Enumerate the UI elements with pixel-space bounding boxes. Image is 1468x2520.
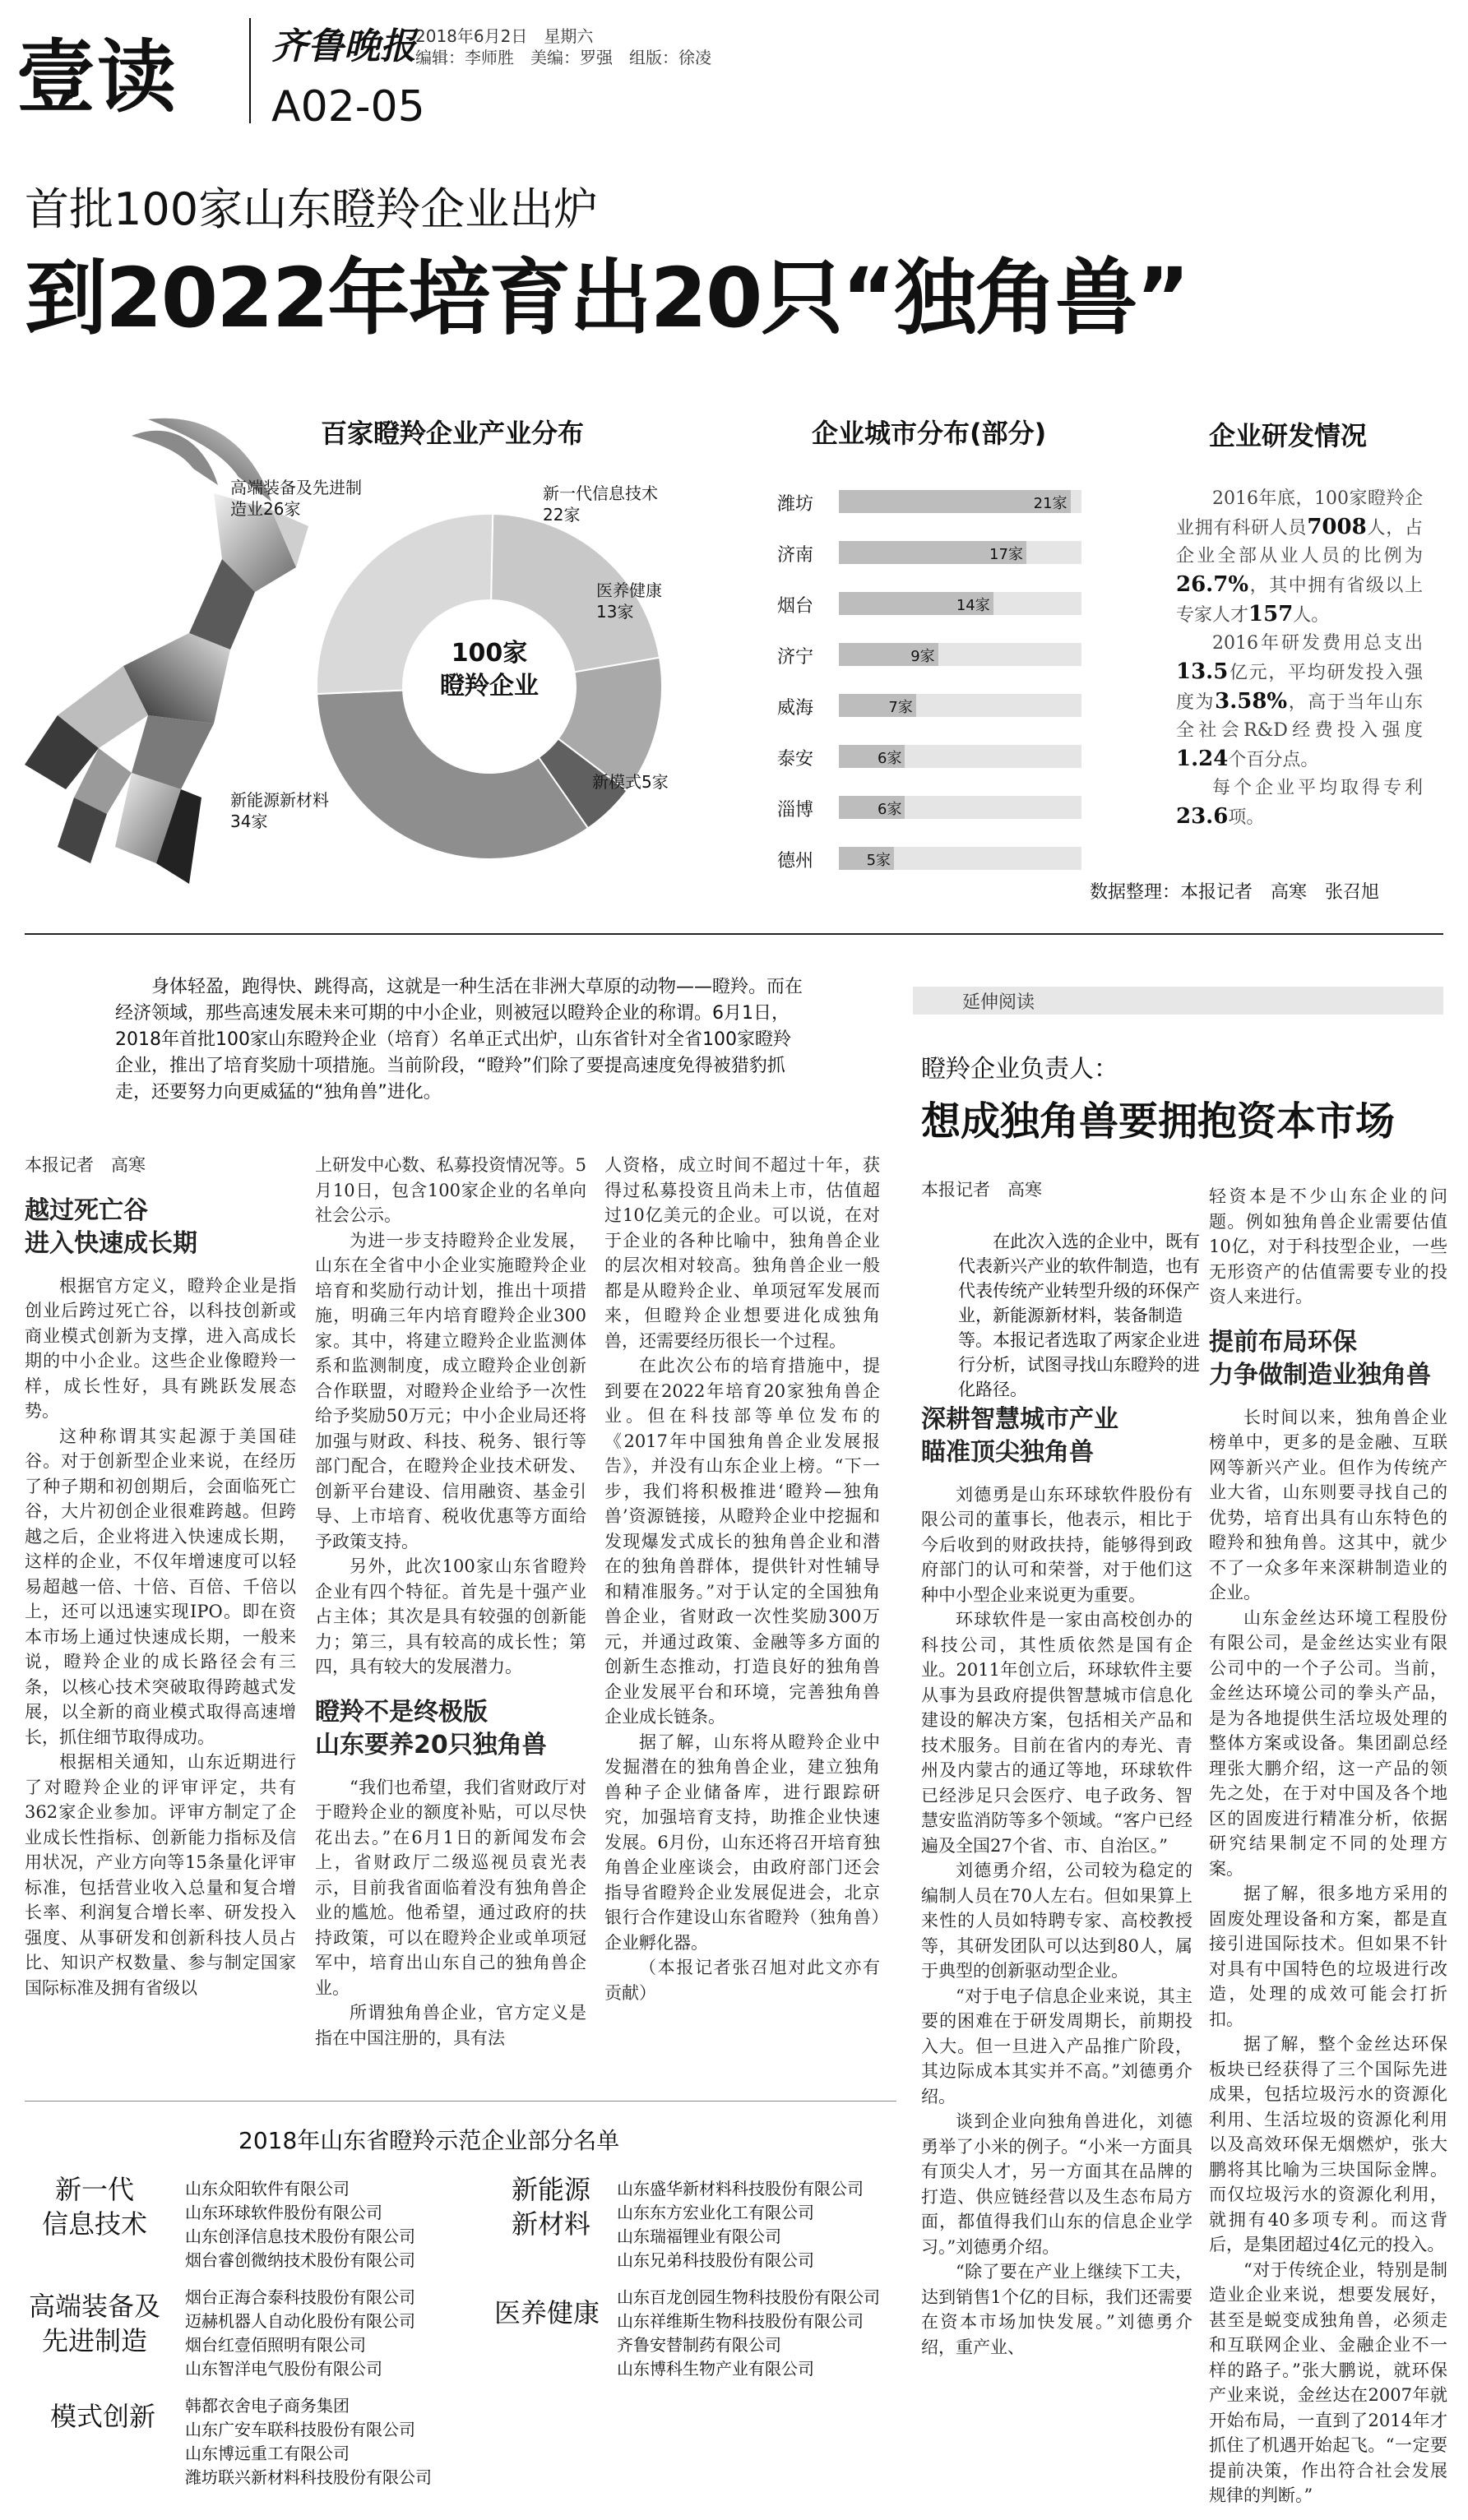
headline-kicker: 首批100家山东瞪羚企业出炉 bbox=[25, 183, 599, 235]
bar-value-label: 9家 bbox=[910, 648, 935, 665]
subheading: 越过死亡谷 进入快速成长期 bbox=[25, 1195, 197, 1258]
bar bbox=[839, 847, 894, 870]
table-company-list bbox=[617, 2286, 880, 2381]
bar-row bbox=[777, 638, 1106, 671]
paragraph: 根据相关通知，山东近期进行了对瞪羚企业的评审评定，共有362家企业参加。评审方制定了企业成长性指标、创新能力指标及信用状况，产业方向等15条量化评审标准，包括营业收入总量和复合增长率、利润复合增长率、研发投入强度、从事研发和创新科技人员占比、知识产权数量、参与制定国家国际标准及拥有省级以 bbox=[25, 1752, 296, 1998]
bar-track bbox=[839, 694, 1081, 717]
donut-slice bbox=[317, 690, 588, 859]
bar-row bbox=[777, 791, 1106, 824]
bar-value-label: 17家 bbox=[989, 546, 1023, 563]
bar-category-label: 济南 bbox=[777, 545, 814, 566]
company-item: 烟台红壹佰照明有限公司 bbox=[185, 2335, 366, 2355]
donut-center-label bbox=[436, 637, 543, 703]
paragraph: 在此次公布的培育措施中，提到要在2022年培育20家独角兽企业。但在科技部等单位发布的《2017年中国独角兽企业发展报告》，并没有山东企业上榜。“下一步，我们将积极推进‘瞪羚—独角兽’资源链接，从瞪羚企业中挖掘和发现爆发式成长的独角兽企业和潜在的独角兽群体，提供针对性辅导和精准服务。”对于认定的全国独角兽企业，省财政一次性奖励300万元，并通过政策、金融等多方面的创新生态推动，打造良好的独角兽企业发展平台和环境，完善独角兽企业成长链条。 bbox=[604, 1356, 880, 1727]
bar-row bbox=[777, 689, 1106, 722]
paragraph: 环球软件是一家由高校创办的科技公司，其性质依然是国有企业。2011年创立后，环球软件主要从事为县政府提供智慧城市信息化建设的解决方案，包括相关产品和技术服务。目前在省内的寿光、青州及内蒙古的通辽等地，环球软件已经涉足只会医疗、电子政务、智慧安监消防等多个领域。“客户已经遍及全国27个省、市、自治区。” bbox=[921, 1610, 1192, 1856]
tag-label: 延伸阅读 bbox=[962, 992, 1035, 1013]
company-item: 山东智洋电气股份有限公司 bbox=[185, 2359, 382, 2379]
paragraph: 长时间以来，独角兽企业榜单中，更多的是金融、互联网等新兴产业。但作为传统产业大省，山东则要寻找自己的优势，培育出具有山东特色的瞪羚和独角兽。这其中，就少不了一众多年来深耕制造业的企业。 bbox=[1209, 1407, 1447, 1602]
subheading: 深耕智慧城市产业 瞄准顶尖独角兽 bbox=[921, 1404, 1118, 1467]
article-column-3 bbox=[604, 1153, 880, 2005]
bar-track bbox=[839, 796, 1081, 819]
bar-category-label: 泰安 bbox=[777, 749, 814, 770]
section-logo: 壹读 bbox=[16, 30, 178, 123]
bar bbox=[839, 643, 938, 666]
bar-value-label: 7家 bbox=[888, 699, 913, 716]
bar-track bbox=[839, 847, 1081, 870]
bar-category-label: 威海 bbox=[777, 698, 814, 719]
rd-text bbox=[1176, 485, 1423, 832]
page-number: A02-05 bbox=[271, 82, 425, 132]
paragraph: “对于电子信息企业来说，其主要的困难在于研发周期长，前期投入大。但一旦进入产品推广阶段，其边际成本其实并不高。”刘德勇介绍。 bbox=[921, 1986, 1192, 2106]
bar-track bbox=[839, 643, 1081, 666]
data-credit: 数据整理：本报记者 高寒 张召旭 bbox=[1090, 882, 1380, 903]
company-item: 山东博远重工有限公司 bbox=[185, 2444, 350, 2463]
paragraph: “我们也希望，我们省财政厅对于瞪羚企业的额度补贴，可以尽快花出去。”在6月1日的新闻发布会上，省财政厅二级巡视员袁光表示，目前我省面临着没有独角兽企业的尴尬。他希望，通过政府的扶持政策，可以在瞪羚企业或单项冠军中，培育出山东自己的独角兽企业。 bbox=[315, 1777, 586, 1998]
company-item: 山东众阳软件有限公司 bbox=[185, 2179, 350, 2199]
donut-center-line: 瞪羚企业 bbox=[440, 672, 539, 701]
company-item: 齐鲁安替制药有限公司 bbox=[617, 2335, 781, 2355]
paragraph: 根据官方定义，瞪羚企业是指创业后跨过死亡谷，以科技创新或商业模式创新为支撑，进入高成长期的中小企业。这些企业像瞪羚一样，成长性好，具有跳跃发展态势。 bbox=[25, 1275, 296, 1421]
rd-title: 企业研发情况 bbox=[1209, 420, 1368, 451]
reporter-byline: 本报记者 高寒 bbox=[25, 1155, 146, 1175]
paragraph: 另外，此次100家山东省瞪羚企业有四个特征。首先是十强产业占主体；其次是具有较强的创新能力；第三，具有较高的成长性；第四，具有较大的发展潜力。 bbox=[315, 1556, 586, 1676]
bar-row bbox=[777, 485, 1106, 518]
side-kicker: 瞪羚企业负责人： bbox=[921, 1055, 1118, 1084]
company-item: 山东瑞福锂业有限公司 bbox=[617, 2226, 781, 2246]
bar bbox=[839, 541, 1026, 564]
paragraph: 为进一步支持瞪羚企业发展，山东在全省中小企业实施瞪羚企业培育和奖励行动计划，推出十项措施，明确三年内培育瞪羚企业300家。其中，将建立瞪羚企业监测体系和监测制度，成立瞪羚企业创新合作联盟，对瞪羚企业给予一次性给予奖励50万元；中小企业局还将加强与财政、科技、税务、银行等部门配合，在瞪羚企业技术研发、创新平台建设、信用融资、基金引导、上市培育、税收优惠等方面给予政策支持。 bbox=[315, 1230, 586, 1551]
bar-row bbox=[777, 536, 1106, 569]
donut-label-health bbox=[596, 580, 662, 622]
paragraph: 刘德勇是山东环球软件股份有限公司的董事长，他表示，相比于今后收到的财政扶持，能够得到政府部门的认可和荣誉，对于他们这种中小型企业来说更为重要。 bbox=[921, 1484, 1192, 1605]
subheading: 瞪羚不是终极版 山东要养20只独角兽 bbox=[315, 1697, 547, 1759]
donut-label-line: 高端装备及先进制 bbox=[230, 478, 362, 497]
extended-reading-tag bbox=[913, 987, 1443, 1015]
company-item: 迈赫机器人自动化股份有限公司 bbox=[185, 2311, 415, 2331]
donut-label-line: 34家 bbox=[230, 811, 268, 831]
editor-credits: 编辑：李师胜 美编：罗强 组版：徐凌 bbox=[415, 48, 711, 67]
subheading: 提前布局环保 力争做制造业独角兽 bbox=[1209, 1327, 1431, 1389]
paragraph: “除了要在产业上继续下工夫，达到销售1个亿的目标，我们还需要在资本市场加快发展。”刘德勇介绍，重产业、 bbox=[921, 2262, 1192, 2357]
bar-track bbox=[839, 592, 1081, 615]
paragraph: 据了解，山东将从瞪羚企业中发掘潜在的独角兽企业，建立独角兽种子企业储备库，进行跟踪研究，加强培育支持，助推企业快速发展。6月份，山东还将召开培育独角兽企业座谈会，由政府部门还会指导省瞪羚企业发展促进会，北京银行合作建设山东省瞪羚（独角兽）企业孵化器。 bbox=[604, 1732, 880, 1953]
donut-label-newmode bbox=[592, 771, 669, 793]
paper-name: 齐鲁晚报 bbox=[271, 25, 416, 67]
donut-label-line: 新能源新材料 bbox=[230, 790, 329, 810]
donut-center-line: 100家 bbox=[451, 639, 528, 668]
article-column-1 bbox=[25, 1153, 296, 2000]
bar bbox=[839, 694, 916, 717]
rd-para-2: 2016年研发费用总支出13.5亿元，平均研发投入强度为3.58%，高于当年山东全社会R&D经费投入强度1.24个百分点。 bbox=[1176, 633, 1423, 771]
company-item: 潍坊联兴新材料科技股份有限公司 bbox=[185, 2467, 432, 2487]
side-column-2 bbox=[1209, 1184, 1447, 2508]
rd-para-3: 每个企业平均取得专利23.6项。 bbox=[1176, 778, 1423, 829]
bar-chart-title: 企业城市分布(部分) bbox=[812, 418, 1047, 449]
headline: 到2022年培育出20只“独角兽” bbox=[25, 250, 1188, 346]
donut-label-line: 13家 bbox=[596, 602, 634, 622]
bar-category-label: 潍坊 bbox=[777, 494, 814, 515]
company-item: 山东博科生物产业有限公司 bbox=[617, 2359, 814, 2379]
company-item: 韩都衣舍电子商务集团 bbox=[185, 2396, 350, 2416]
company-item: 山东东方宏业化工有限公司 bbox=[617, 2203, 814, 2222]
paragraph: 轻资本是不少山东企业的问题。例如独角兽企业需要估值10亿，对于科技型企业，一些无形资产的估值需要专业的投资人来进行。 bbox=[1209, 1186, 1447, 1306]
donut-label-equipment bbox=[230, 477, 362, 520]
bar-category-label: 济宁 bbox=[777, 647, 814, 668]
company-item: 山东祥维斯生物科技股份有限公司 bbox=[617, 2311, 864, 2331]
company-item: 山东环球软件股份有限公司 bbox=[185, 2203, 382, 2222]
company-item: 山东百龙创园生物科技股份有限公司 bbox=[617, 2287, 880, 2307]
donut-label-line: 新模式5家 bbox=[592, 772, 669, 792]
bar-value-label: 21家 bbox=[1033, 495, 1067, 512]
table-category: 新一代 信息技术 bbox=[41, 2174, 147, 2240]
company-item: 烟台正海合泰科技股份有限公司 bbox=[185, 2287, 415, 2307]
bar-category-label: 德州 bbox=[777, 851, 814, 872]
table-rule bbox=[25, 2101, 896, 2102]
company-item: 烟台睿创微纳技术股份有限公司 bbox=[185, 2250, 415, 2270]
section-rule bbox=[25, 933, 1443, 935]
table-company-list bbox=[185, 2394, 432, 2490]
paragraph: 据了解，整个金丝达环保板块已经获得了三个国际先进成果，包括垃圾污水的资源化利用、生活垃圾的资源化利用以及高效环保无烟燃炉，张大鹏将其比喻为三块国际金牌。而仅垃圾污水的资源化利用，就拥有40多项专利。而这背后，是集团超过4亿元的投入。 bbox=[1209, 2034, 1447, 2254]
table-company-list bbox=[185, 2286, 415, 2381]
paragraph: 刘德勇介绍，公司较为稳定的编制人员在70人左右。但如果算上来性的人员如特聘专家、高校教授等，其研发团队可以达到80人，属于典型的创新驱动型企业。 bbox=[921, 1861, 1192, 1981]
paragraph: 山东金丝达环境工程股份有限公司，是金丝达实业有限公司中的一个子公司。当前，金丝达环境公司的拳头产品，是为各地提供生活垃圾处理的整体方案或设备。集团副总经理张大鹏介绍，这一产品的领先之处，在于对中国及各个地区的固废进行精准分析，依据研究结果制定不同的处理方案。 bbox=[1209, 1607, 1447, 1879]
bar-value-label: 14家 bbox=[956, 597, 990, 614]
company-item: 山东广安车联科技股份有限公司 bbox=[185, 2420, 415, 2439]
rd-para-1: 2016年底，100家瞪羚企业拥有科研人员7008人，占企业全部从业人员的比例为26.7%，其中拥有省级以上专家人才157人。 bbox=[1176, 488, 1423, 627]
donut-label-line: 医养健康 bbox=[596, 580, 662, 600]
bar bbox=[839, 490, 1071, 513]
paragraph: 上研发中心数、私募投资情况等。5月10日，包含100家企业的名单向社会公示。 bbox=[315, 1155, 586, 1225]
bar-category-label: 烟台 bbox=[777, 596, 814, 617]
bar-row bbox=[777, 842, 1106, 875]
donut-label-line: 新一代信息技术 bbox=[543, 483, 658, 503]
donut-label-energy bbox=[230, 789, 329, 832]
bar-value-label: 6家 bbox=[878, 801, 902, 818]
paragraph: 所谓独角兽企业，官方定义是指在中国注册的，具有法 bbox=[315, 2003, 586, 2048]
masthead-divider bbox=[249, 18, 251, 123]
table-company-list bbox=[617, 2177, 864, 2273]
donut-label-line: 22家 bbox=[543, 505, 581, 525]
donut-label-it bbox=[543, 483, 658, 525]
donut-label-line: 造业26家 bbox=[230, 499, 301, 519]
donut-chart-title: 百家瞪羚企业产业分布 bbox=[321, 418, 585, 449]
bar-value-label: 5家 bbox=[866, 852, 891, 869]
reporter-byline: 本报记者 高寒 bbox=[921, 1180, 1042, 1200]
paragraph: 据了解，很多地方采用的固废处理设备和方案，都是直接引进国际技术。但如果不针对具有中国特色的垃圾进行改造，处理的成效可能会打折扣。 bbox=[1209, 1884, 1447, 2029]
table-category: 医养健康 bbox=[493, 2297, 600, 2328]
article-lead: 身体轻盈，跑得快、跳得高，这就是一种生活在非洲大草原的动物——瞪羚。而在经济领域，那些高速发展未来可期的中小企业，则被冠以瞪羚企业的称谓。6月1日，2018年首批100家山东瞪羚企业（培育）名单正式出炉，山东省针对全省100家瞪羚企业，推出了培育奖励十项措施。当前阶段，“瞪羚”们除了要提高速度免得被猎豹抓走，还要努力向更威猛的“独角兽”进化。 bbox=[115, 977, 803, 1103]
bar-row bbox=[777, 587, 1106, 620]
paragraph: 人资格，成立时间不超过十年，获得过私募投资且尚未上市，估值超过10亿美元的企业。可以说，在对于企业的各种比喻中，独角兽企业的层次相对较高。独角兽企业一般都是从瞪羚企业、单项冠军发展而来，但瞪羚企业想要进化成独角兽，还需要经历很长一个过程。 bbox=[604, 1155, 880, 1351]
bar-track bbox=[839, 745, 1081, 768]
company-item: 山东盛华新材料科技股份有限公司 bbox=[617, 2179, 864, 2199]
side-title: 想成独角兽要拥抱资本市场 bbox=[921, 1098, 1396, 1144]
article-column-2 bbox=[315, 1153, 586, 2051]
bar-value-label: 6家 bbox=[878, 750, 902, 767]
bar-row bbox=[777, 740, 1106, 773]
bar bbox=[839, 796, 905, 819]
table-category: 模式创新 bbox=[49, 2401, 155, 2432]
table-category: 高端装备及 先进制造 bbox=[28, 2291, 160, 2356]
bar-track bbox=[839, 541, 1081, 564]
city-bar-chart bbox=[761, 403, 1106, 896]
bar-track bbox=[839, 490, 1081, 513]
issue-date: 2018年6月2日 星期六 bbox=[415, 26, 594, 46]
bar bbox=[839, 592, 993, 615]
side-lead: 在此次入选的企业中，既有代表新兴产业的软件制造，也有代表传统产业转型升级的环保产业，新能源新材料，装备制造等。本报记者选取了两家企业进行分析，试图寻找山东瞪羚的进化路径。 bbox=[958, 1232, 1200, 1399]
paragraph: “对于传统企业，特别是制造业企业来说，想要发展好，甚至是蜕变成独角兽，必须走和互联网企业、金融企业不一样的路子。”张大鹏说，就环保产业来说，金丝达在2007年就开始布局，一直到了2014年才抓住了机遇开始起飞。“一定要提前决策，作出符合社会发展规律的判断。” bbox=[1209, 2259, 1447, 2505]
paragraph: 谈到企业向独角兽进化，刘德勇举了小米的例子。“小米一方面具有顶尖人才，另一方面其在品牌的打造、供应链经营以及生态布局方面，都值得我们山东的信息企业学习。”刘德勇介绍。 bbox=[921, 2111, 1192, 2257]
table-title: 2018年山东省瞪羚示范企业部分名单 bbox=[238, 2127, 620, 2154]
table-category: 新能源 新材料 bbox=[511, 2174, 590, 2240]
industry-donut-chart bbox=[230, 403, 781, 913]
paragraph: 这种称谓其实起源于美国硅谷。对于创新型企业来说，在经历了种子期和初创期后，会面临死亡谷，大片初创企业很难跨越。但跨越之后，企业将进入快速成长期，这样的企业，不仅年增速度可以轻易超越一倍、十倍、百倍、千倍以上，还可以迅速实现IPO。即在资本市场上通过快速成长期，一般来说，瞪羚企业的成长路径会有三条，以核心技术突破取得跨越式发展，以全新的商业模式取得高速增长，抓住细节取得成功。 bbox=[25, 1426, 296, 1747]
company-item: 山东创泽信息技术股份有限公司 bbox=[185, 2226, 415, 2246]
bar bbox=[839, 745, 905, 768]
company-item: 山东兄弟科技股份有限公司 bbox=[617, 2250, 814, 2270]
bar-category-label: 淄博 bbox=[777, 800, 814, 821]
contribution-note: （本报记者张召旭对此文亦有贡献） bbox=[604, 1958, 880, 2003]
table-company-list bbox=[185, 2177, 415, 2273]
